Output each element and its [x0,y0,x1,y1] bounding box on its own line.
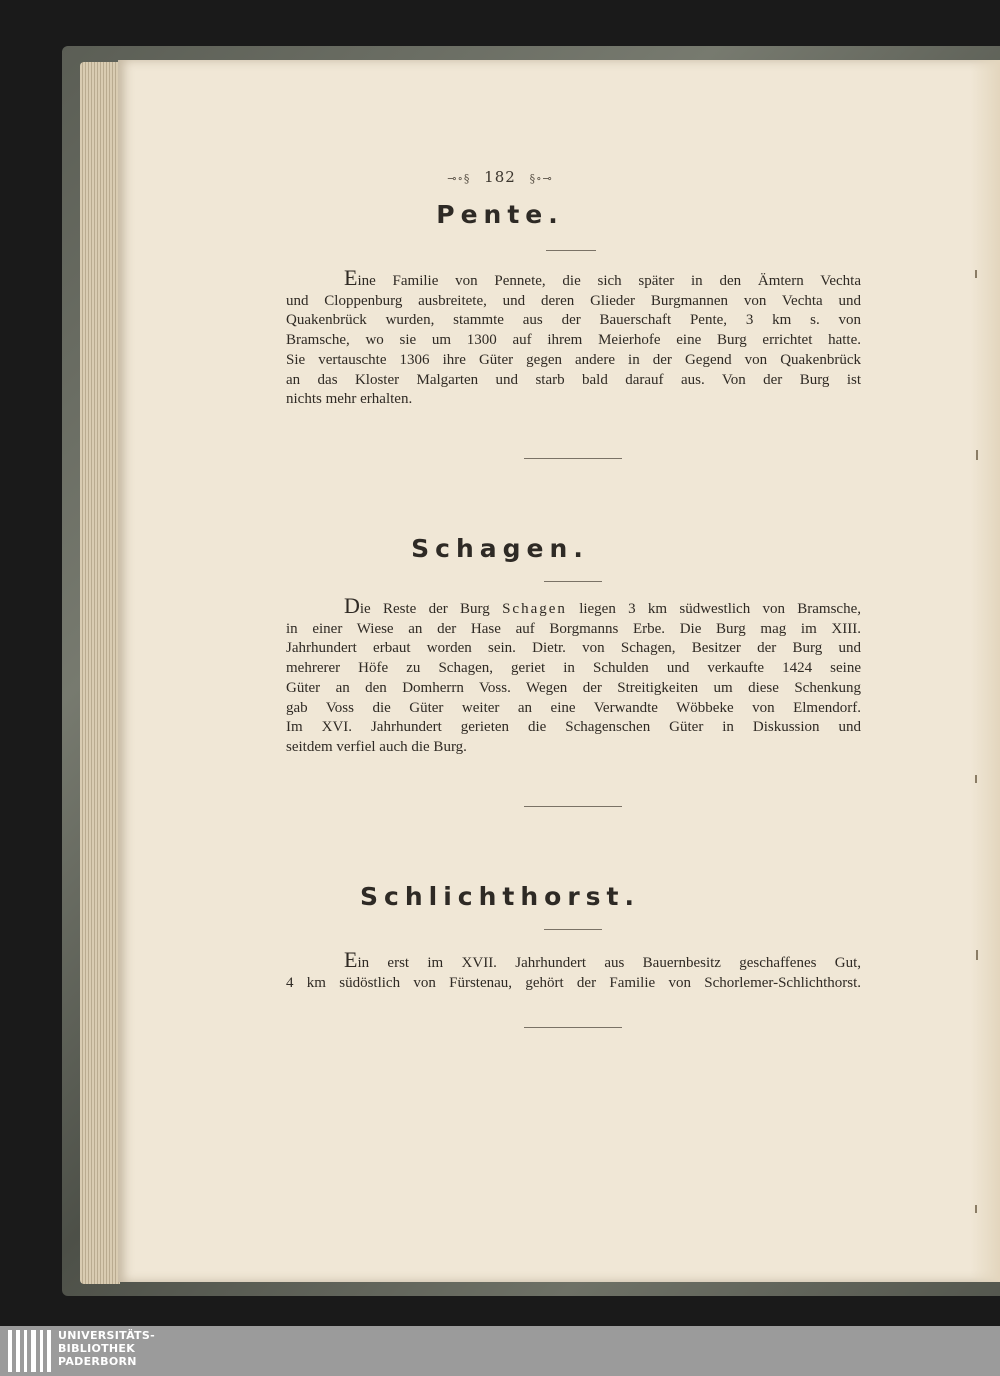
ornament-right: §∘⊸ [529,172,553,185]
text-line: Eine Familie von Pennete, die sich später in den Ämtern Vechta [344,265,861,290]
section-text-pente [286,265,861,410]
title-rule [544,929,602,930]
drop-cap: E [344,265,358,290]
text-line: Ein erst im XVII. Jahrhundert aus Bauernbesitz geschaffenes Gut, [344,947,861,972]
section-title-pente: Pente. [436,200,564,229]
section-text-schlichthorst [286,947,861,993]
text-line: seitdem verfiel auch die Burg. [286,738,467,755]
text-line: in einer Wiese an der Hase auf Borgmanns Erbe. Die Burg mag im XIII. [286,620,861,637]
page-mark [975,1205,977,1213]
text-line: 4 km südöstlich von Fürstenau, gehört der Familie von Schorlemer-Schlichthorst. [286,974,861,991]
text-line: an das Kloster Malgarten und starb bald darauf aus. Von der Burg ist [286,371,861,388]
page-number-line [0,168,1000,186]
library-name: UNIVERSITÄTS- BIBLIOTHEK PADERBORN [58,1329,155,1368]
page-number: 182 [484,168,516,186]
section-divider [524,1027,622,1028]
title-rule [546,250,596,251]
text-line: Sie vertauschte 1306 ihre Güter gegen andere in der Gegend von Quakenbrück [286,351,861,368]
text-line: mehrerer Höfe zu Schagen, geriet in Schulden und verkaufte 1424 seine [286,660,861,677]
text-line: gab Voss die Güter weiter an eine Verwandte Wöbbeke von Elmendorf. [286,699,861,716]
text-line: Die Reste der Burg Schagen liegen 3 km südwestlich von Bramsche, [344,593,861,618]
section-divider [524,458,622,459]
drop-cap: E [344,947,358,972]
section-title-schagen: Schagen. [411,534,589,563]
text-line: Im XVI. Jahrhundert gerieten die Schagenschen Güter in Diskussion und [286,719,861,736]
page-mark [975,270,977,278]
library-logo-icon [8,1330,52,1372]
title-rule [544,581,602,582]
ornament-left: ⊸∘§ [447,172,471,185]
library-footer [0,1326,1000,1376]
page-edges [80,62,120,1284]
page-mark [976,950,978,960]
drop-cap: D [344,593,360,618]
section-title-schlichthorst: Schlichthorst. [360,882,640,911]
section-text-schagen [286,593,861,758]
text-line: Güter an den Domherrn Voss. Wegen der Streitigkeiten um diese Schenkung [286,679,861,696]
section-divider [524,806,622,807]
text-line: Quakenbrück wurden, stammte aus der Bauerschaft Pente, 3 km s. von [286,312,861,329]
text-line: Bramsche, wo sie um 1300 auf ihrem Meierhofe eine Burg errichtet hatte. [286,332,861,349]
text-line: und Cloppenburg ausbreitete, und deren Glieder Burgmannen von Vechta und [286,292,861,309]
page-mark [975,775,977,783]
text-line: Jahrhundert erbaut worden sein. Dietr. von Schagen, Besitzer der Burg und [286,640,861,657]
page-mark [976,450,978,460]
page-gutter-shadow [970,60,1000,1282]
text-line: nichts mehr erhalten. [286,391,413,408]
